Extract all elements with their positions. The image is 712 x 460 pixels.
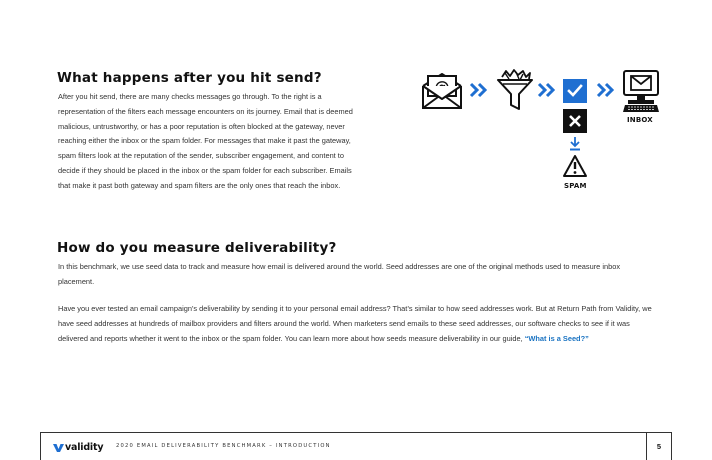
checkmark-icon <box>563 79 587 103</box>
paragraph-text: Have you ever tested an email campaign’s deliverability by sending it to your personal email address? That’s similar to how seed addresses work. But at Return Path from Validity, we have seed addresses at hundreds of mailbox providers and filters around the world. When marketers send emails to these seed addresses, our software checks to see if it was delivered and reports whether it went to the inbox or the spam folder. You can learn more about how seeds measure deliverability in our guide, <box>58 304 652 343</box>
chevron-double-right-icon <box>597 83 615 97</box>
section-paragraph-seed-addresses <box>58 302 658 346</box>
chevron-double-right-icon <box>470 83 488 97</box>
spam-label: SPAM <box>564 182 587 190</box>
x-blocked-icon <box>563 109 587 133</box>
inbox-label: INBOX <box>627 116 653 124</box>
warning-icon <box>562 154 588 178</box>
page-footer <box>40 432 672 460</box>
validity-logo-icon <box>53 442 64 453</box>
logo-text: validity <box>65 441 104 453</box>
computer-inbox-icon <box>622 70 660 114</box>
page-number: 5 <box>656 442 662 451</box>
email-journey-diagram <box>418 68 668 198</box>
section-paragraph-seed-data: In this benchmark, we use seed data to track and measure how email is delivered around the world. Seed addresses are one of the original methods used to measure inbox placement. <box>58 262 621 286</box>
section-heading-measure-deliverability: How do you measure deliverability? <box>57 240 337 256</box>
section-heading-after-send: What happens after you hit send? <box>57 70 322 86</box>
arrow-down-icon <box>569 137 581 151</box>
footer-title: 2020 EMAIL DELIVERABILITY BENCHMARK – INTRODUCTION <box>116 443 331 449</box>
chevron-double-right-icon <box>538 83 556 97</box>
footer-divider <box>40 433 41 460</box>
section-paragraph-after-send: After you hit send, there are many checks messages go through. To the right is a representation of the filters each message encounters on its journey. Email that is deemed malicious, untrustworthy, or has a poor reputation is often blocked at the gateway, never reaching either the inbox or the spam folder. For messages that make it past the gateway, spam filters look at the reputation of the sender, subscriber engagement, and content to decide if they should be placed in the inbox or the spam folder for each subscriber. Emails that make it past both gateway and spam filters are the only ones that reach the inbox. <box>58 92 353 190</box>
what-is-a-seed-link[interactable]: “What is a Seed?” <box>524 333 589 343</box>
filter-funnel-icon <box>496 69 534 111</box>
validity-logo <box>53 440 103 454</box>
email-envelope-icon <box>421 72 463 110</box>
